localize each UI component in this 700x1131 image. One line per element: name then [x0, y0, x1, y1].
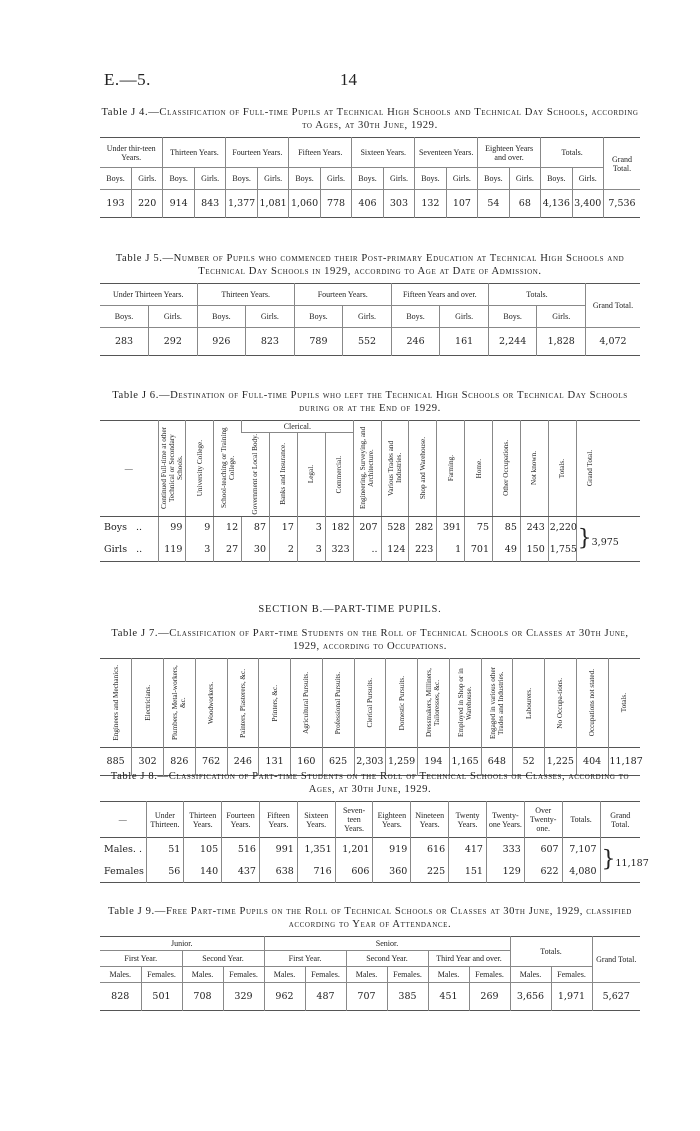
j4-cell: 132	[415, 190, 446, 218]
j9-males-header: Males.	[264, 967, 305, 983]
j5-group: Fourteen Years.	[294, 284, 391, 306]
j6-cell: 1,755	[548, 539, 576, 562]
j7-col-header: Agricultural Pursuits.	[302, 672, 311, 734]
table-j9-section	[100, 905, 640, 1011]
j8-col-header: Eighteen Years.	[373, 802, 411, 838]
j4-cell: 1,081	[257, 190, 288, 218]
j6-grand-cell: }3,975	[576, 516, 604, 561]
j4-cell: 3,400	[572, 190, 603, 218]
j4-group: Seventeen Years.	[415, 138, 478, 168]
j8-row-label: Females	[104, 865, 144, 877]
j7-col-header: Woodworkers.	[207, 682, 216, 724]
j4-cell: 107	[446, 190, 477, 218]
j4-boys-header: Boys.	[100, 168, 131, 190]
j7-col-header: No Occupa-tions.	[556, 677, 565, 729]
j7-cell: 625	[322, 748, 354, 776]
j9-females-header: Females.	[141, 967, 182, 983]
j4-cell: 303	[383, 190, 414, 218]
j4-cell: 193	[106, 198, 125, 209]
j8-cell: 638	[259, 860, 297, 883]
j6-stub-header: —	[100, 421, 158, 517]
j4-boys-header: Boys.	[415, 168, 446, 190]
table-j4-section	[100, 106, 640, 218]
table-j7	[100, 658, 643, 776]
j8-cell: 991	[259, 838, 297, 861]
j8-grand-cell: }11,187	[600, 838, 640, 883]
j8-cell: 616	[411, 838, 449, 861]
j4-group: Totals.	[541, 138, 604, 168]
j7-col-header: Occupations not stated.	[588, 669, 597, 737]
j5-cell: 552	[343, 328, 392, 356]
j4-cell: 54	[478, 190, 509, 218]
j6-cell: 87	[242, 516, 270, 539]
j4-grand-header: Grand Total.	[604, 138, 641, 190]
j8-cell: 360	[373, 860, 411, 883]
j4-group: Sixteen Years.	[352, 138, 415, 168]
j5-boys-header: Boys.	[197, 306, 246, 328]
j4-girls-header: Girls.	[446, 168, 477, 190]
j7-cell: 302	[132, 748, 164, 776]
j5-boys-header: Boys.	[391, 306, 440, 328]
j4-cell: 220	[131, 190, 162, 218]
j7-cell: 885	[106, 756, 125, 767]
brace-icon: }	[577, 525, 592, 551]
j6-cell: 243	[520, 516, 548, 539]
j7-col-header: Printers, &c.	[270, 684, 279, 722]
j4-group: Thirteen Years.	[163, 138, 226, 168]
j4-girls-header: Girls.	[320, 168, 351, 190]
page-series-label: E.—5.	[104, 70, 151, 89]
brace-icon: }	[601, 847, 616, 872]
j5-boys-header: Boys.	[488, 306, 537, 328]
table-j8-caption: Table J 8.—Classification of Part-time Students on the Roll of Technical Schools or Classes, according to Ages, at 30th June, 1929.	[110, 771, 630, 795]
j6-cell: 3	[297, 516, 325, 539]
j8-stub-header: —	[118, 815, 127, 824]
j7-col-header: Engineers and Mechanics.	[111, 665, 120, 741]
j7-col-header: Clerical Pursuits.	[365, 678, 374, 728]
j9-cell: 451	[428, 983, 469, 1011]
j9-senior-header: Senior.	[264, 937, 510, 951]
j9-junior-header: Junior.	[100, 937, 264, 951]
j6-clerical-header: Clerical.	[242, 421, 354, 433]
j4-group: Under thir-teen Years.	[100, 138, 163, 168]
j8-cell: 151	[449, 860, 487, 883]
j9-females-header: Females.	[387, 967, 428, 983]
table-j7-caption: Table J 7.—Classification of Part-time Students on the Roll of Technical Schools or Classes at 30th June, 1929, according to Occupations.	[111, 628, 629, 652]
j6-cell: 30	[242, 539, 270, 562]
j9-cell: 269	[469, 983, 510, 1011]
j4-cell: 406	[352, 190, 383, 218]
j6-col-header: Farming.	[446, 455, 455, 482]
j6-cell: 528	[381, 516, 409, 539]
j8-col-header: Seven-teen Years.	[335, 802, 373, 838]
j9-year-header: First Year.	[100, 951, 182, 967]
j9-year-header: First Year.	[264, 951, 346, 967]
j8-col-header: Thirteen Years.	[184, 802, 222, 838]
j5-group: Totals.	[488, 284, 585, 306]
j8-cell: 516	[222, 838, 260, 861]
j6-cell: 1	[437, 539, 465, 562]
j5-grand-cell: 4,072	[586, 328, 641, 356]
j5-boys-header: Boys.	[100, 306, 149, 328]
j5-cell: 283	[114, 336, 134, 347]
j9-males-header: Males.	[100, 967, 141, 983]
j7-col-header: Labourers.	[524, 687, 533, 719]
j9-cell: 707	[346, 983, 387, 1011]
j9-year-header: Second Year.	[346, 951, 428, 967]
j6-cell: 150	[520, 539, 548, 562]
j9-cell: 962	[264, 983, 305, 1011]
j8-cell: 7,107	[562, 838, 600, 861]
j6-cell: 701	[465, 539, 493, 562]
j8-cell: 4,080	[562, 860, 600, 883]
table-j9	[100, 936, 640, 1011]
j4-cell: 4,136	[541, 190, 572, 218]
j7-cell: 404	[576, 748, 608, 776]
j8-cell: 606	[335, 860, 373, 883]
j4-boys-header: Boys.	[541, 168, 572, 190]
j4-cell: 843	[194, 190, 225, 218]
j6-cell: 3	[186, 539, 214, 562]
j6-col-header: Other Occupations.	[502, 440, 511, 497]
j6-cell: 119	[158, 539, 186, 562]
j4-cell: 914	[163, 190, 194, 218]
j4-grand-cell: 7,536	[604, 190, 641, 218]
j7-cell: 11,187	[608, 748, 640, 776]
j8-cell: 51	[146, 838, 184, 861]
j7-col-header: Domestic Pursuits.	[397, 675, 406, 731]
j6-col-header: Government or Local Body.	[251, 434, 260, 515]
j6-cell: 85	[493, 516, 521, 539]
j5-group: Thirteen Years.	[197, 284, 294, 306]
j6-col-header: Shop and Warehouse.	[418, 437, 427, 500]
j9-females-header: Females.	[469, 967, 510, 983]
j6-cell: ..	[353, 539, 381, 562]
j5-girls-header: Girls.	[440, 306, 489, 328]
j8-cell: 607	[524, 838, 562, 861]
table-j6-caption: Table J 6.—Destination of Full-time Pupils who left the Technical High Schools or Technical Day Schools during or at the End of 1929.	[112, 390, 628, 414]
j8-cell: 1,351	[297, 838, 335, 861]
j7-cell: 1,259	[386, 748, 418, 776]
j4-girls-header: Girls.	[257, 168, 288, 190]
j5-girls-header: Girls.	[537, 306, 586, 328]
j8-cell: 1,201	[335, 838, 373, 861]
j5-group: Under Thirteen Years.	[100, 284, 197, 306]
j4-cell: 778	[320, 190, 351, 218]
j8-col-header: Totals.	[562, 802, 600, 838]
j6-col-header: Banks and Insurance.	[279, 443, 288, 506]
j8-cell: 140	[184, 860, 222, 883]
j4-group: Eighteen Years and over.	[478, 138, 541, 168]
j6-cell: 391	[437, 516, 465, 539]
j8-cell: 919	[373, 838, 411, 861]
j6-cell: 2,220	[548, 516, 576, 539]
j8-cell: 56	[146, 860, 184, 883]
j8-col-header: Twenty Years.	[449, 802, 487, 838]
j8-cell: 716	[297, 860, 335, 883]
j8-col-header: Sixteen Years.	[297, 802, 335, 838]
table-j8-section	[100, 770, 649, 883]
j7-col-header: Plumbers, Metal-workers, &c.	[171, 665, 188, 741]
j6-col-header: School-teaching or Training College.	[219, 427, 236, 509]
j6-cell: 3	[297, 539, 325, 562]
j8-col-header: Nineteen Years.	[411, 802, 449, 838]
j6-cell: 223	[409, 539, 437, 562]
j4-boys-header: Boys.	[163, 168, 194, 190]
j5-cell: 2,244	[488, 328, 537, 356]
table-j8	[100, 801, 649, 883]
j5-cell: 292	[149, 328, 198, 356]
j7-col-header: Electricians.	[143, 685, 152, 721]
j7-col-header: Engaged in various other Trades and Industries.	[488, 666, 505, 740]
j6-col-header: University College.	[195, 440, 204, 497]
j8-col-header: Over Twenty-one.	[524, 802, 562, 838]
table-j6	[100, 420, 640, 562]
j4-cell: 68	[509, 190, 540, 218]
j9-cell: 385	[387, 983, 428, 1011]
section-b-heading: SECTION B.—PART-TIME PUPILS.	[258, 604, 442, 615]
j8-col-header: Fourteen Years.	[222, 802, 260, 838]
j9-cell: 708	[182, 983, 223, 1011]
j7-col-header: Professional Pursuits.	[334, 671, 343, 735]
table-j5-section	[100, 252, 640, 356]
j9-cell: 501	[141, 983, 182, 1011]
j6-col-header: Legal.	[307, 465, 316, 484]
j4-cell: 1,377	[226, 190, 257, 218]
j5-cell: 161	[440, 328, 489, 356]
table-j5	[100, 283, 640, 356]
j6-col-header: Engineering, Surveying, and Architecture.	[359, 427, 376, 510]
j8-cell: 622	[524, 860, 562, 883]
j6-col-header: Totals.	[558, 458, 567, 478]
j6-cell: 282	[409, 516, 437, 539]
j6-col-header: Grand Total.	[586, 450, 595, 487]
j6-col-header: Various Trades and Industries.	[386, 440, 403, 496]
j9-cell: 3,656	[510, 983, 551, 1011]
j6-col-header: Continued Full-time at other Technical or Secondary Schools.	[159, 427, 184, 510]
j5-cell: 823	[246, 328, 295, 356]
j9-males-header: Males.	[510, 967, 551, 983]
j9-females-header: Females.	[305, 967, 346, 983]
j6-cell: 2	[270, 539, 298, 562]
table-j7-section	[100, 627, 643, 776]
j9-cell: 828	[111, 991, 130, 1002]
j8-row-label: Males. .	[104, 843, 142, 855]
j8-col-header: Fifteen Years.	[259, 802, 297, 838]
j7-cell: 826	[164, 748, 196, 776]
j6-cell: 207	[353, 516, 381, 539]
j9-females-header: Females.	[223, 967, 264, 983]
j9-cell: 329	[223, 983, 264, 1011]
j4-cell: 1,060	[289, 190, 320, 218]
j6-cell: 17	[270, 516, 298, 539]
j7-cell: 2,303	[354, 748, 386, 776]
j6-cell: 49	[493, 539, 521, 562]
table-j6-section	[100, 389, 640, 562]
j7-col-header: Totals.	[620, 693, 629, 713]
j5-boys-header: Boys.	[294, 306, 343, 328]
j9-year-header: Second Year.	[182, 951, 264, 967]
j8-cell: 105	[184, 838, 222, 861]
j4-boys-header: Boys.	[478, 168, 509, 190]
j8-cell: 129	[486, 860, 524, 883]
j8-col-header: Grand Total.	[600, 802, 640, 838]
j4-group: Fourteen Years.	[226, 138, 289, 168]
j9-cell: 1,971	[551, 983, 592, 1011]
j6-cell: 124	[381, 539, 409, 562]
j5-girls-header: Girls.	[343, 306, 392, 328]
j7-col-header: Painters, Plasterers, &c.	[238, 668, 247, 738]
j6-col-header: Home.	[474, 458, 483, 478]
j6-cell: 75	[465, 516, 493, 539]
j7-col-header: Employed in Shop or in Warehouse.	[457, 668, 474, 738]
j9-grand-header: Grand Total.	[592, 937, 640, 983]
j7-col-header: Dressmakers, Milliners, Tailoresses, &c.	[425, 668, 442, 738]
j7-cell: 1,225	[545, 748, 577, 776]
j9-year-header: Third Year and over.	[428, 951, 510, 967]
j5-cell: 246	[391, 328, 440, 356]
j4-group: Fifteen Years.	[289, 138, 352, 168]
j5-cell: 926	[197, 328, 246, 356]
table-j9-caption: Table J 9.—Free Part-time Pupils on the Roll of Technical Schools or Classes at 30th June, 1929, classified according to Year of Attendance.	[108, 906, 632, 930]
j8-col-header: Under Thirteen.	[146, 802, 184, 838]
j4-girls-header: Girls.	[383, 168, 414, 190]
j5-group: Fifteen Years and over.	[391, 284, 488, 306]
j8-cell: 437	[222, 860, 260, 883]
j9-grand-cell: 5,627	[592, 983, 640, 1011]
j9-totals-header: Totals.	[510, 937, 592, 967]
j4-boys-header: Boys.	[352, 168, 383, 190]
j5-cell: 1,828	[537, 328, 586, 356]
j8-cell: 225	[411, 860, 449, 883]
j9-cell: 487	[305, 983, 346, 1011]
j7-cell: 762	[195, 748, 227, 776]
j6-col-header: Commercial.	[335, 455, 344, 493]
j8-col-header: Twenty-one Years.	[486, 802, 524, 838]
j6-cell: 27	[214, 539, 242, 562]
j6-col-header: Not known.	[530, 451, 539, 486]
j6-cell: 182	[325, 516, 353, 539]
j8-cell: 417	[449, 838, 487, 861]
j4-boys-header: Boys.	[289, 168, 320, 190]
j7-cell: 52	[513, 748, 545, 776]
j4-boys-header: Boys.	[226, 168, 257, 190]
j6-cell: 12	[214, 516, 242, 539]
j7-cell: 194	[418, 748, 450, 776]
j6-cell: 323	[325, 539, 353, 562]
table-j5-caption: Table J 5.—Number of Pupils who commenced their Post-primary Education at Technical High Schools and Technical Day Schools in 1929, according to Age at Date of Admission.	[115, 253, 625, 277]
j4-girls-header: Girls.	[509, 168, 540, 190]
j6-cell: 99	[158, 516, 186, 539]
table-j4-caption: Table J 4.—Classification of Full-time Pupils at Technical High Schools and Technical Day Schools, according to Ages, at 30th June, 1929.	[101, 107, 639, 131]
j5-girls-header: Girls.	[149, 306, 198, 328]
j4-girls-header: Girls.	[131, 168, 162, 190]
j5-cell: 789	[294, 328, 343, 356]
j6-row-label: Girls ..	[104, 544, 143, 556]
j9-males-header: Males.	[428, 967, 469, 983]
j4-girls-header: Girls.	[194, 168, 225, 190]
j7-cell: 648	[481, 748, 513, 776]
j6-cell: 9	[186, 516, 214, 539]
j9-females-header: Females.	[551, 967, 592, 983]
page-number: 14	[340, 70, 357, 89]
j4-girls-header: Girls.	[572, 168, 603, 190]
table-j4	[100, 137, 640, 218]
j8-cell: 333	[486, 838, 524, 861]
j7-cell: 160	[291, 748, 323, 776]
j9-males-header: Males.	[182, 967, 223, 983]
j6-row-label: Boys ..	[104, 522, 143, 534]
j7-cell: 246	[227, 748, 259, 776]
j5-grand-header: Grand Total.	[586, 284, 641, 328]
j9-males-header: Males.	[346, 967, 387, 983]
j5-girls-header: Girls.	[246, 306, 295, 328]
j7-cell: 131	[259, 748, 291, 776]
j7-cell: 1,165	[449, 748, 481, 776]
